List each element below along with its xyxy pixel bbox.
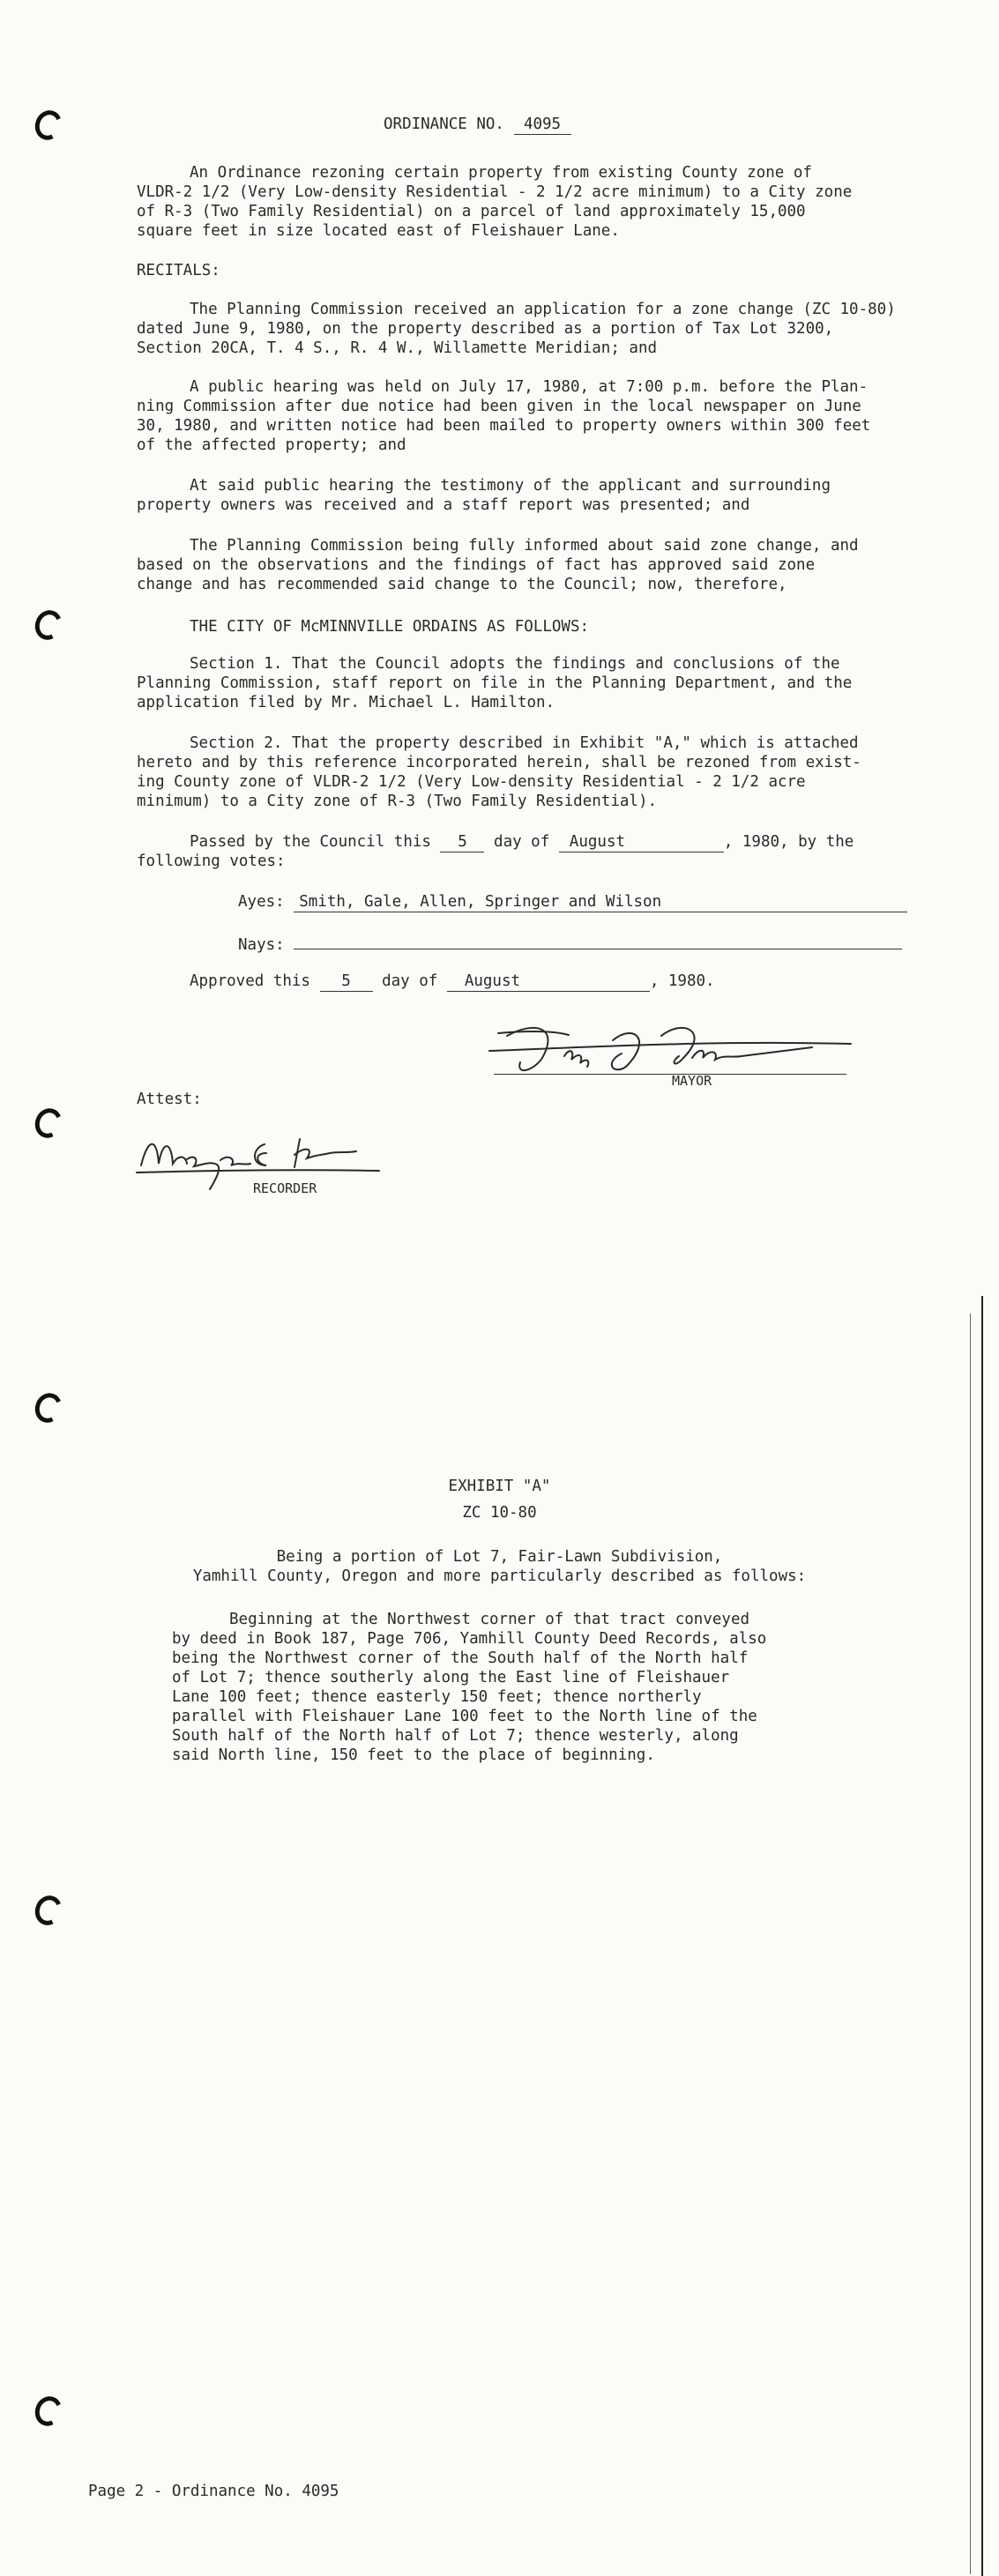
section-line: Planning Commission, staff report on file in the Planning Department, and the: [137, 674, 853, 692]
recital-line: At said public hearing the testimony of the applicant and surrounding: [190, 477, 831, 495]
punch-hole-3: [31, 1105, 66, 1142]
ayes-label: Ayes:: [238, 893, 285, 911]
punch-hole-6: [31, 2393, 66, 2430]
recital-line: property owners was received and a staff report was presented; and: [137, 496, 750, 514]
nays-row: [238, 931, 902, 955]
approved-month: August: [447, 972, 650, 992]
exhibit-description-line: said North line, 150 feet to the place of beginning.: [172, 1746, 655, 1764]
ordinance-number: 4095: [514, 115, 571, 135]
preamble-line: VLDR-2 1/2 (Very Low-density Residential - 2 1/2 acre minimum) to a City zone: [137, 183, 853, 201]
ordinance-title-label: ORDINANCE NO.: [384, 115, 504, 133]
approved-day: 5: [320, 972, 373, 992]
section-line: hereto and by this reference incorporated herein, shall be rezoned from exist-: [137, 754, 861, 771]
exhibit-intro-line: Being a portion of Lot 7, Fair-Lawn Subdivision,: [276, 1548, 723, 1566]
recital-line: dated June 9, 1980, on the property described as a portion of Tax Lot 3200,: [137, 320, 834, 338]
recital-line: A public hearing was held on July 17, 1980, at 7:00 p.m. before the Plan-: [190, 378, 869, 396]
exhibit-title: EXHIBIT "A": [448, 1478, 551, 1495]
recital-3: [137, 476, 831, 515]
exhibit-description: [172, 1610, 766, 1765]
recital-1: [137, 300, 896, 358]
passed-prefix: Passed by the Council this: [190, 833, 431, 851]
passed-day-of: day of: [494, 833, 550, 851]
approved-suffix: , 1980.: [649, 972, 715, 990]
passed-suffix: , 1980, by the: [723, 833, 854, 851]
exhibit-description-line: Beginning at the Northwest corner of that tract conveyed: [229, 1611, 750, 1628]
recitals-heading: RECITALS:: [137, 262, 220, 279]
mayor-line: [494, 1074, 846, 1075]
section-line: ing County zone of VLDR-2 1/2 (Very Low-density Residential - 2 1/2 acre: [137, 773, 806, 791]
section-line: Section 2. That the property described in Exhibit "A," which is attached: [190, 734, 859, 752]
exhibit-description-line: by deed in Book 187, Page 706, Yamhill County Deed Records, also: [172, 1630, 767, 1648]
punch-hole-4: [31, 1389, 66, 1426]
recital-line: of the affected property; and: [137, 436, 406, 454]
exhibit-description-line: being the Northwest corner of the South half of the North half: [172, 1649, 749, 1667]
section-line: minimum) to a City zone of R-3 (Two Family Residential).: [137, 793, 658, 810]
mayor-label: MAYOR: [672, 1073, 712, 1089]
exhibit-subtitle: ZC 10-80: [462, 1504, 537, 1522]
passed-line-2: following votes:: [137, 852, 286, 870]
section-1: [137, 654, 852, 712]
recorder-label: RECORDER: [253, 1180, 317, 1196]
ayes-row: [238, 892, 907, 912]
section-2: [137, 733, 861, 811]
passed-line: [190, 832, 854, 852]
passed-month: August: [559, 832, 724, 852]
exhibit-intro-line: Yamhill County, Oregon and more particularly described as follows:: [192, 1567, 807, 1585]
passed-day: 5: [440, 832, 484, 852]
punch-hole-2: [31, 607, 66, 644]
recital-4: [137, 536, 859, 594]
recital-line: The Planning Commission being fully informed about said zone change, and: [190, 537, 859, 555]
nays-label: Nays:: [238, 936, 285, 954]
preamble: [137, 163, 852, 241]
exhibit-description-line: of Lot 7; thence southerly along the East line of Fleishauer: [172, 1669, 730, 1686]
recital-line: based on the observations and the findings of fact has approved said zone: [137, 556, 816, 574]
preamble-line: of R-3 (Two Family Residential) on a parcel of land approximately 15,000: [137, 203, 806, 220]
section-line: application filed by Mr. Michael L. Hamilton.: [137, 694, 555, 711]
ordinance-title: [384, 115, 571, 135]
ayes-value: Smith, Gale, Allen, Springer and Wilson: [294, 892, 907, 912]
recital-line: The Planning Commission received an application for a zone change (ZC 10-80): [190, 301, 896, 318]
ordains-heading: THE CITY OF McMINNVILLE ORDAINS AS FOLLOWS:: [190, 618, 590, 636]
approved-prefix: Approved this: [190, 972, 310, 990]
preamble-line: An Ordinance rezoning certain property from existing County zone of: [190, 164, 812, 182]
exhibit-description-line: South half of the North half of Lot 7; thence westerly, along: [172, 1727, 739, 1745]
section-line: Section 1. That the Council adopts the findings and conclusions of the: [190, 655, 840, 673]
recital-line: 30, 1980, and written notice had been mailed to property owners within 300 feet: [137, 417, 871, 435]
approved-day-of: day of: [382, 972, 438, 990]
preamble-line: square feet in size located east of Fleishauer Lane.: [137, 222, 620, 240]
recital-line: Section 20CA, T. 4 S., R. 4 W., Willamette Meridian; and: [137, 339, 658, 357]
exhibit-description-line: Lane 100 feet; thence easterly 150 feet; thence northerly: [172, 1688, 702, 1706]
exhibit-description-line: parallel with Fleishauer Lane 100 feet to the North line of the: [172, 1708, 757, 1725]
attest-label: Attest:: [137, 1091, 202, 1108]
recital-2: [137, 377, 870, 455]
punch-hole-1: [31, 107, 66, 144]
recital-line: change and has recommended said change to the Council; now, therefore,: [137, 576, 787, 593]
punch-hole-5: [31, 1892, 66, 1929]
approved-line: [190, 972, 715, 992]
exhibit-intro: [0, 1547, 999, 1586]
nays-value: [294, 931, 902, 949]
page-footer: Page 2 - Ordinance No. 4095: [88, 2483, 339, 2500]
recital-line: ning Commission after due notice had been given in the local newspaper on June: [137, 398, 861, 415]
